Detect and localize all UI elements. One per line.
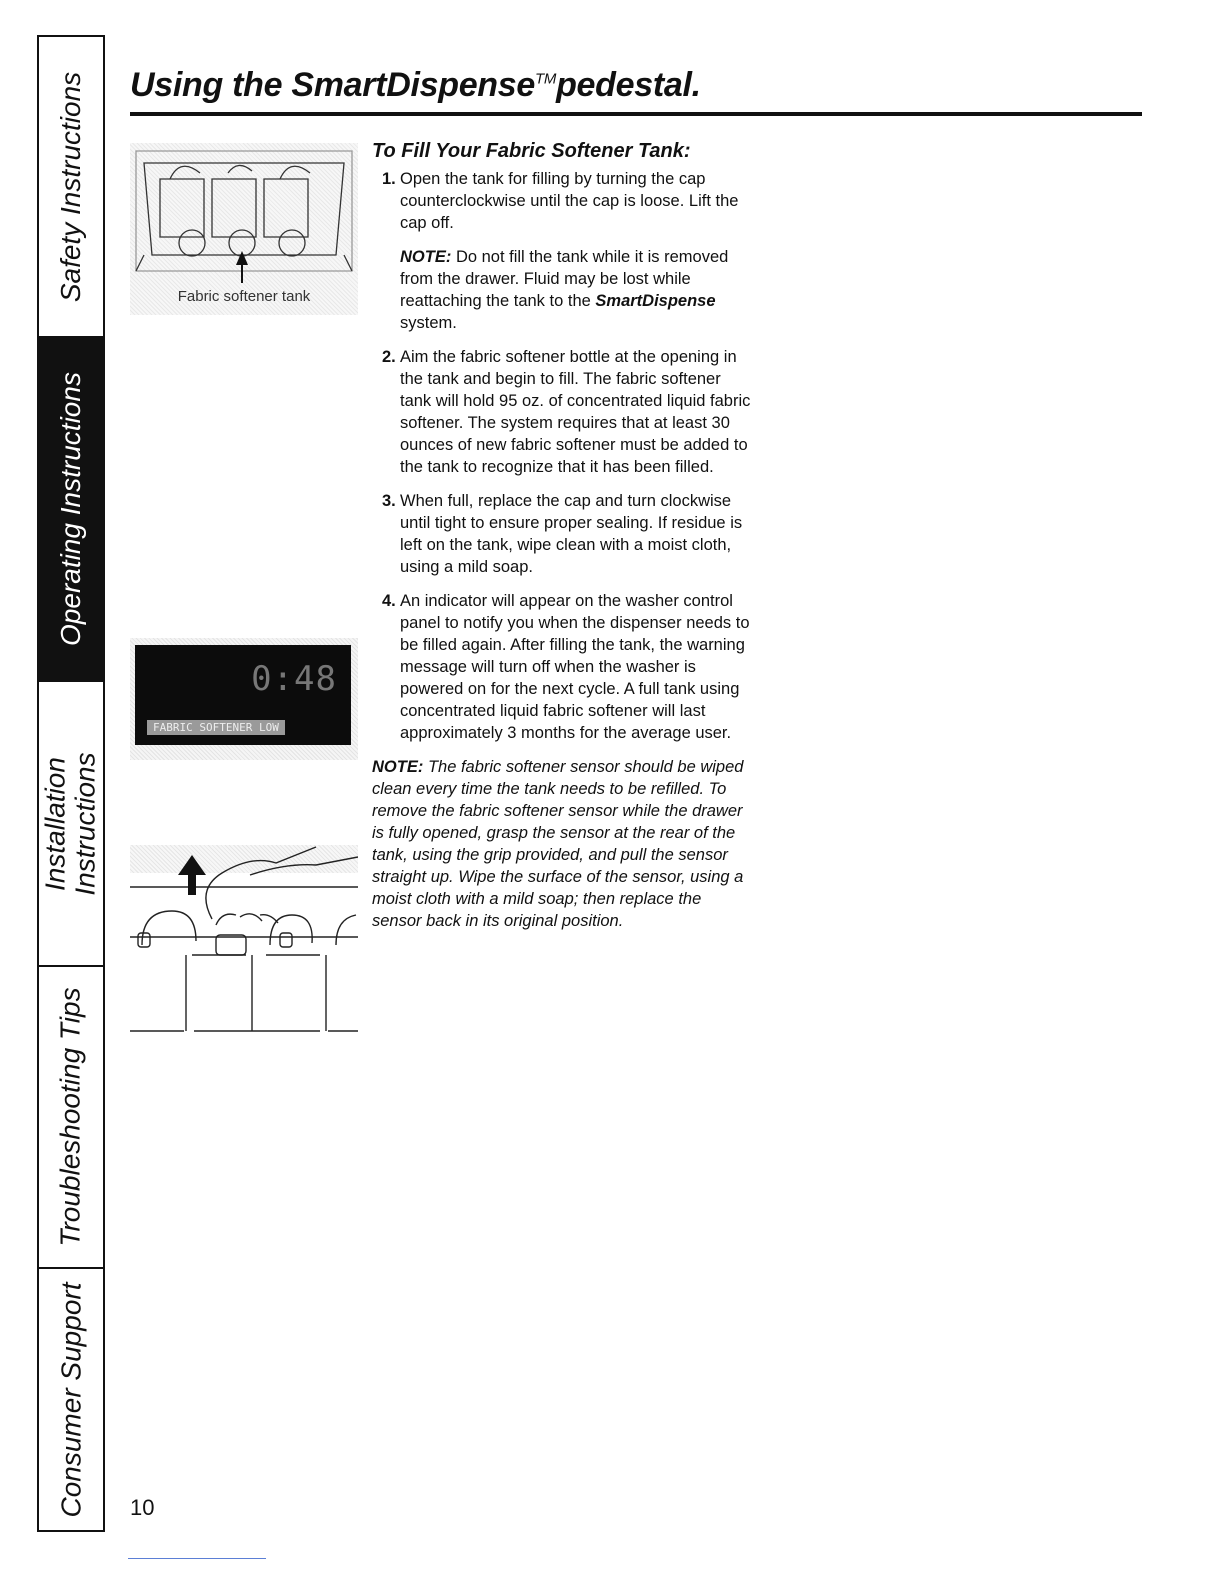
page-title: Using the SmartDispense™pedestal.	[130, 66, 701, 104]
list-item	[372, 346, 752, 478]
tank-caption: Fabric softener tank	[177, 288, 311, 305]
tab-label: Consumer Support	[55, 1281, 87, 1518]
tab-safety-instructions[interactable]	[39, 37, 103, 338]
tab-operating-instructions[interactable]	[39, 338, 103, 682]
fabric-softener-tank-illustration	[130, 143, 358, 315]
list-item	[372, 590, 752, 744]
step-number: 1.	[382, 170, 396, 188]
tab-label: Safety Instructions	[55, 71, 86, 302]
display-panel	[135, 645, 351, 745]
step-text: Open the tank for filling by turning the cap counterclockwise until the cap is loose. Lift the cap off.	[400, 170, 739, 232]
step-number: 4.	[382, 592, 396, 610]
note-label: NOTE:	[400, 248, 452, 266]
instructions-content	[372, 140, 752, 949]
tab-consumer-support[interactable]	[39, 1269, 103, 1530]
step-text: An indicator will appear on the washer control panel to notify you when the dispenser needs to be filled again. After filling the tank, the warning message will turn off when the washer is powered on for the next cycle. A full tank using concentrated liquid fabric softener will last approximately 3 months for the average user.	[400, 592, 750, 742]
tab-label: Troubleshooting Tips	[55, 987, 86, 1247]
step-text: Aim the fabric softener bottle at the opening in the tank and begin to fill. The fabric softener tank will hold 95 oz. of concentrated liquid fabric softener. The system requires that at least 30 ounces of new fabric softener must be added to the tank to recognize that it has been filled.	[400, 348, 751, 476]
display-time: 0:48	[251, 659, 337, 699]
note-text: The fabric softener sensor should be wiped clean every time the tank needs to be refilled. To remove the fabric softener sensor while the drawer is fully opened, grasp the sensor at the rear of the tank, using the grip provided, and pull the sensor straight up. Wipe the surface of the sensor, using a moist cloth with a mild soap; then replace the sensor back in its original position.	[372, 758, 744, 930]
brand-name: SmartDispense	[595, 292, 716, 310]
step-number: 2.	[382, 348, 396, 366]
note-label: NOTE:	[372, 758, 424, 776]
tab-label: Operating Instructions	[55, 372, 87, 646]
steps-list	[372, 168, 752, 744]
tab-label: Installation Instructions	[40, 751, 102, 896]
tab-installation-instructions[interactable]	[39, 682, 103, 967]
control-panel-display-illustration	[130, 638, 358, 760]
sensor-note	[372, 756, 752, 932]
step-text: When full, replace the cap and turn clockwise until tight to ensure proper sealing. If residue is left on the tank, wipe clean with a moist cloth, using a mild soap.	[400, 492, 743, 576]
list-item	[372, 490, 752, 578]
title-divider	[130, 112, 1142, 116]
footer-link-line	[128, 1558, 266, 1559]
sensor-drawing	[130, 845, 358, 1035]
note-text: Do not fill the tank while it is removed from the drawer. Fluid may be lost while reattaching the tank to the	[400, 248, 729, 310]
section-tabs	[37, 35, 105, 1532]
list-item	[372, 168, 752, 334]
note-text: system.	[400, 314, 457, 332]
tab-troubleshooting-tips[interactable]	[39, 967, 103, 1269]
section-title: To Fill Your Fabric Softener Tank:	[372, 140, 691, 162]
sensor-removal-illustration	[130, 845, 358, 1035]
step-note	[400, 246, 752, 334]
page-number: 10	[130, 1495, 155, 1520]
fabric-softener-low-message: FABRIC SOFTENER LOW	[147, 720, 285, 735]
step-number: 3.	[382, 492, 396, 510]
